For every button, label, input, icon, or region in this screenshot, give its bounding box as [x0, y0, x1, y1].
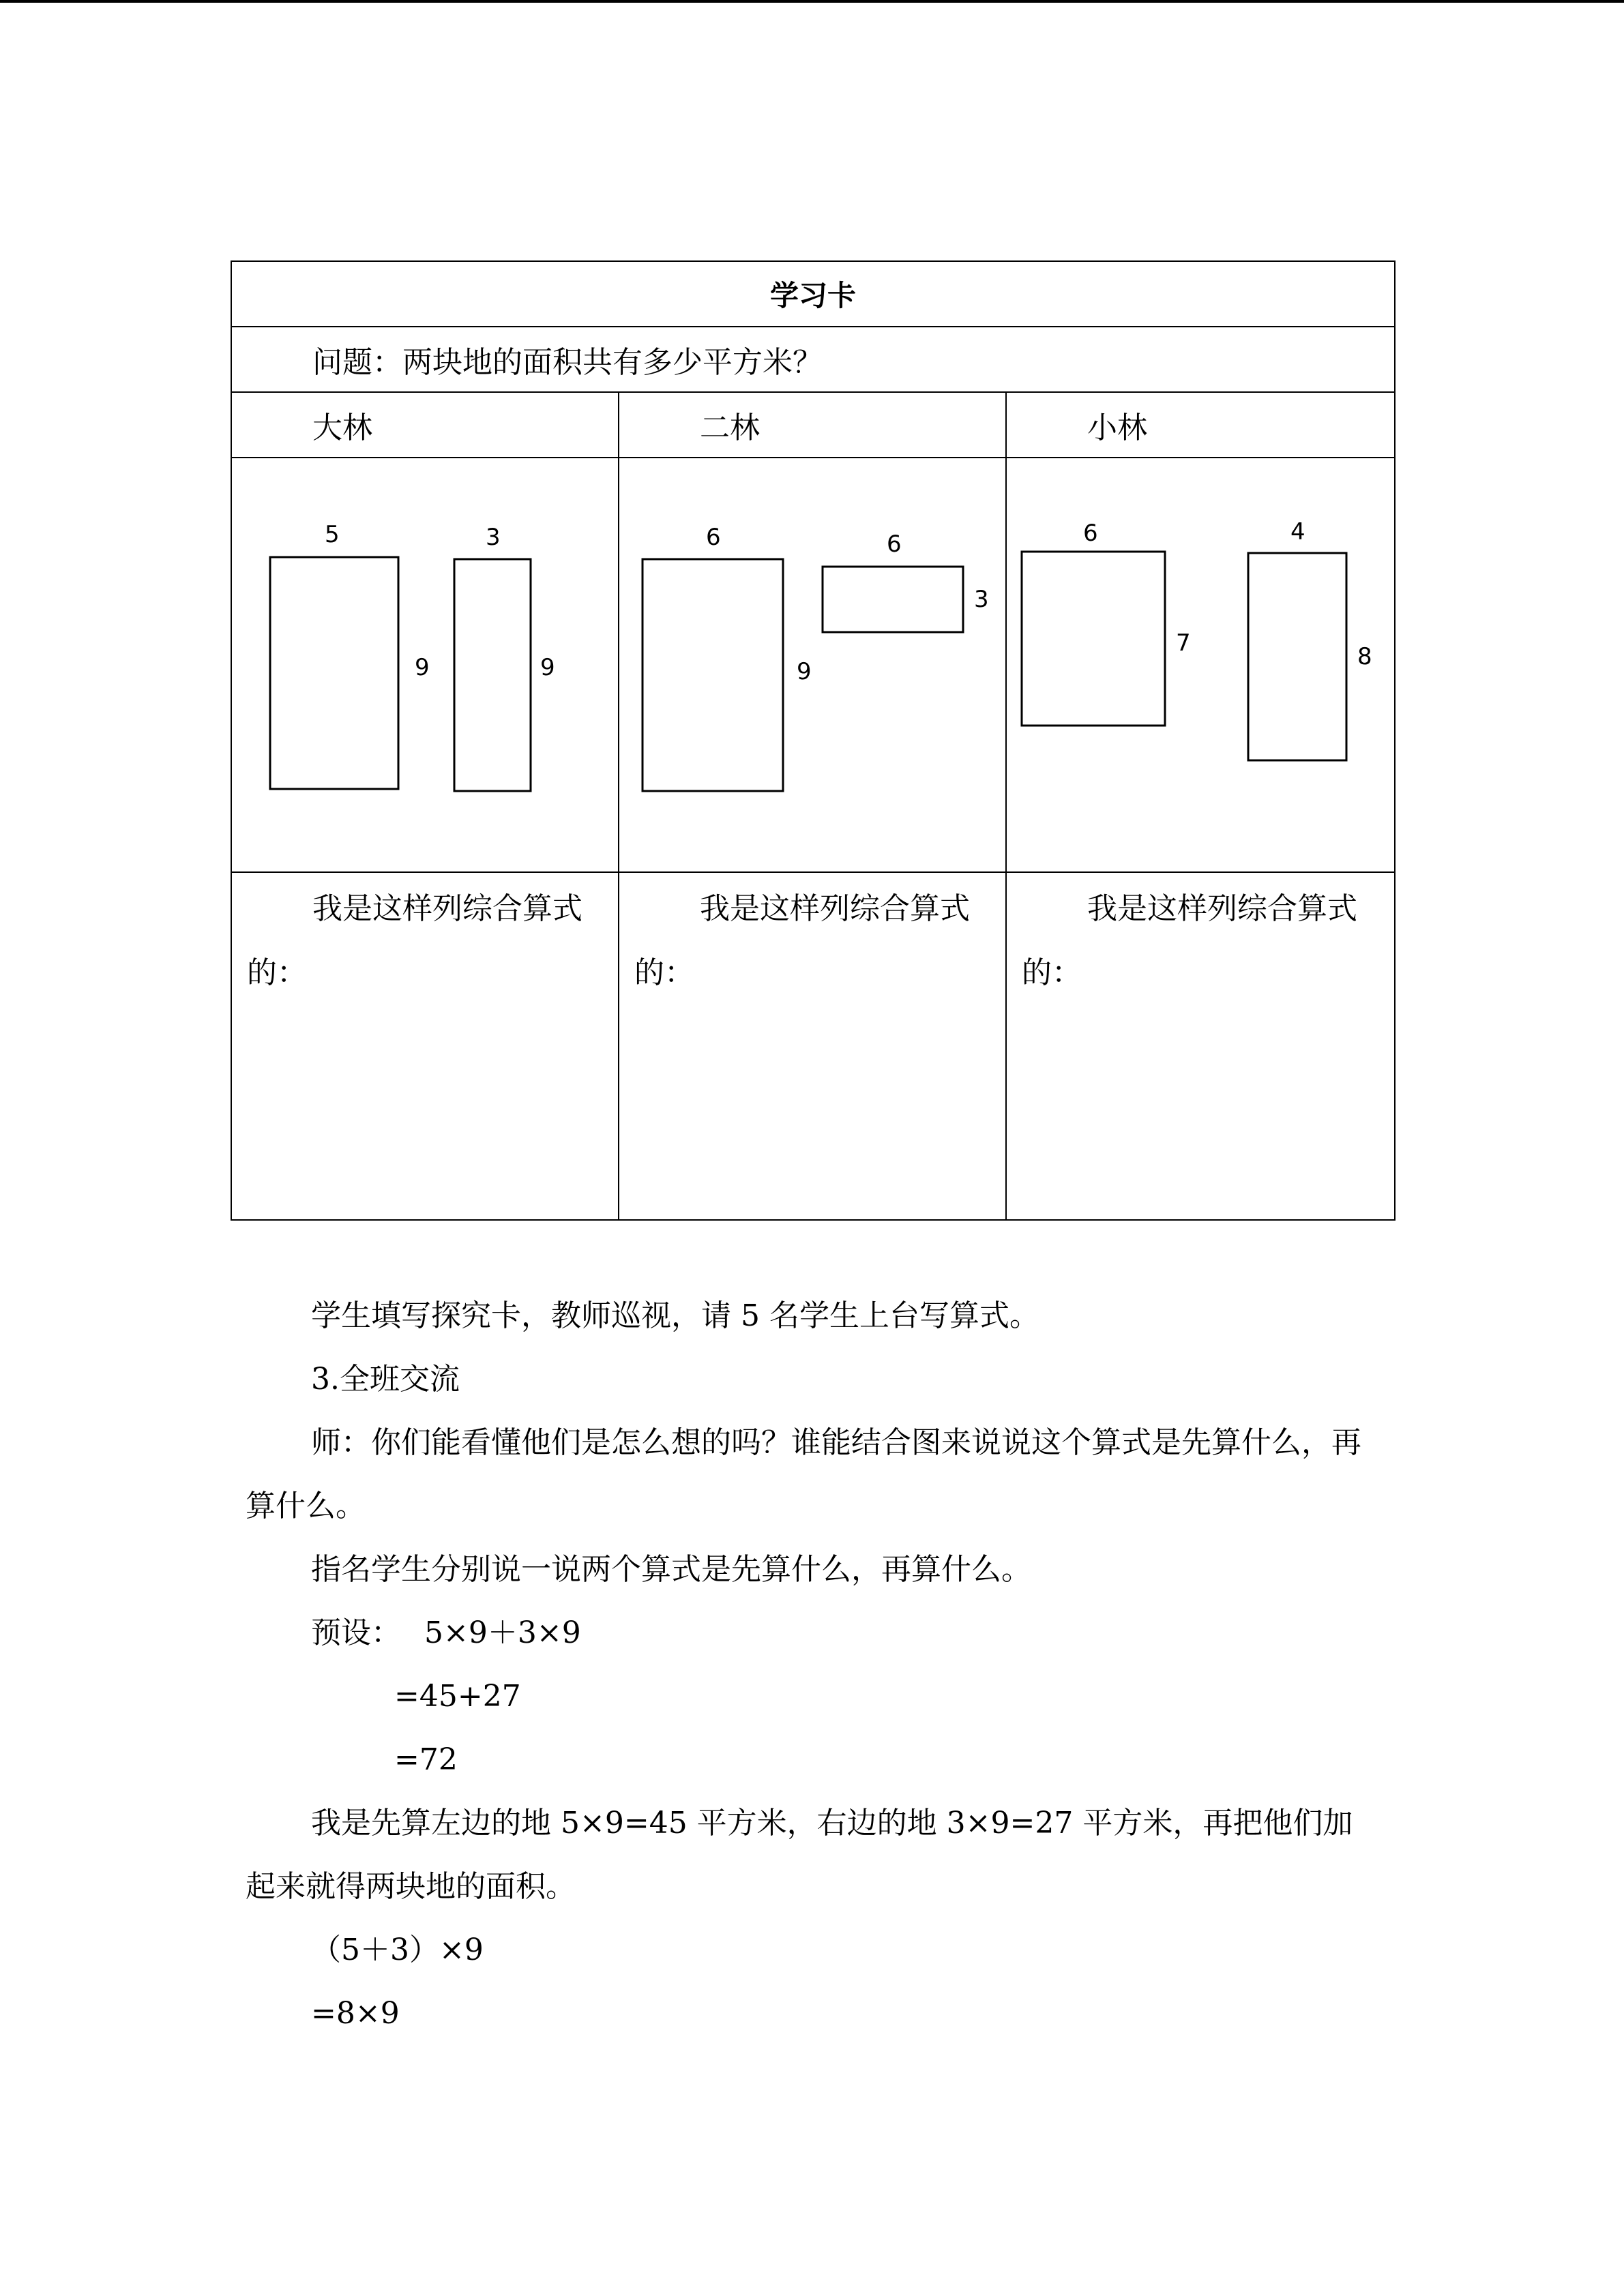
- erlin-rect-right: [823, 567, 963, 632]
- xiaolin-rect-right: [1248, 553, 1346, 760]
- figure-xiaolin: [1006, 458, 1395, 872]
- erlin-rect-right-side-label: 3: [974, 586, 989, 613]
- body-p8: 我是先算左边的地 5×9=45 平方米，右边的地 3×9=27 平方米，再把他们加起来就得两块地的面积。: [246, 1806, 1353, 1904]
- body-p9: （5＋3）×9: [311, 1933, 484, 1967]
- xiaolin-rect-left-top-label: 6: [1083, 520, 1098, 547]
- erlin-rect-left-side-label: 9: [797, 658, 812, 685]
- erlin-rect-left-top-label: 6: [706, 524, 721, 551]
- dalin-rect-left: [270, 557, 398, 789]
- answer-prompt-erlin: 我是这样列综合算式的：: [634, 891, 970, 990]
- body-p10: =8×9: [311, 1996, 400, 2031]
- body-p5-label: 预设：: [311, 1615, 401, 1650]
- answer-prompt-xiaolin: 我是这样列综合算式的：: [1022, 891, 1357, 990]
- xiaolin-rect-left: [1022, 552, 1165, 726]
- body-p4: 指名学生分别说一说两个算式是先算什么，再算什么。: [311, 1552, 1031, 1587]
- body-p2: 3.全班交流: [311, 1362, 460, 1397]
- figure-erlin: [619, 458, 1006, 872]
- answer-cell-erlin[interactable]: [619, 872, 1006, 1220]
- card-question: 问题：两块地的面积共有多少平方米？: [231, 327, 1395, 392]
- xiaolin-rect-left-side-label: 7: [1176, 629, 1191, 657]
- dalin-rect-right-side-label: 9: [540, 654, 555, 681]
- page-top-border: [0, 0, 1624, 3]
- card-title: 学习卡: [231, 261, 1395, 327]
- dalin-rect-right: [454, 559, 531, 791]
- answer-prompt-dalin: 我是这样列综合算式的：: [247, 891, 582, 990]
- xiaolin-rect-right-side-label: 8: [1357, 643, 1372, 670]
- dalin-rect-left-top-label: 5: [325, 521, 340, 548]
- body-p6: =45+27: [394, 1679, 521, 1714]
- erlin-rect-right-top-label: 6: [887, 531, 902, 558]
- student-name-xiaolin: 小林: [1006, 392, 1395, 458]
- body-p3: 师：你们能看懂他们是怎么想的吗？谁能结合图来说说这个算式是先算什么，再算什么。: [246, 1425, 1361, 1523]
- answer-cell-dalin[interactable]: [231, 872, 619, 1220]
- body-p7: =72: [394, 1742, 458, 1777]
- dalin-rect-right-top-label: 3: [486, 524, 501, 551]
- study-card-table: [231, 260, 1396, 1221]
- figure-dalin: [231, 458, 619, 872]
- student-name-dalin: 大林: [231, 392, 619, 458]
- dalin-rect-left-side-label: 9: [415, 654, 430, 681]
- body-p1: 学生填写探究卡，教师巡视，请 5 名学生上台写算式。: [311, 1298, 1039, 1333]
- lesson-body: [246, 1284, 1364, 2045]
- xiaolin-rect-right-top-label: 4: [1290, 518, 1305, 546]
- body-p5: [246, 1601, 1364, 1665]
- answer-cell-xiaolin[interactable]: [1006, 872, 1395, 1220]
- erlin-rect-left: [643, 559, 783, 791]
- body-p5-expr: 5×9＋3×9: [424, 1615, 581, 1650]
- student-name-erlin: 二林: [619, 392, 1006, 458]
